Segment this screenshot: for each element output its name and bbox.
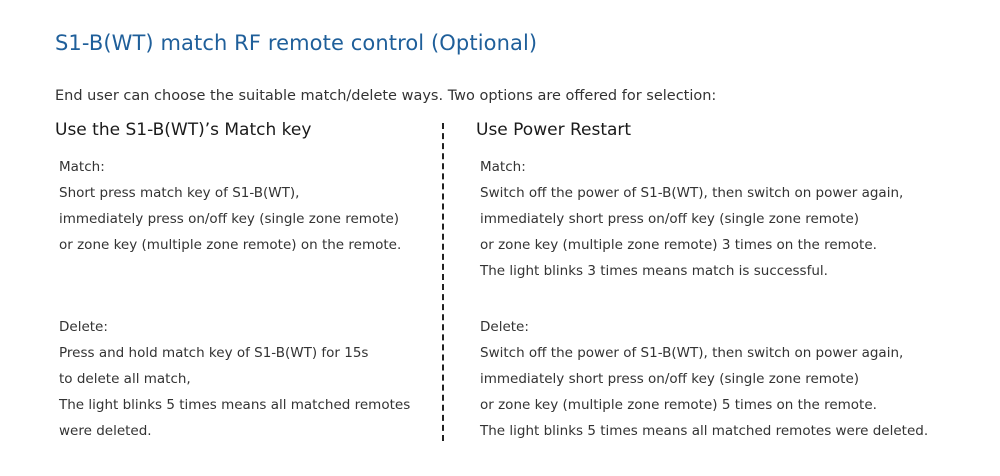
right-match-line: immediately short press on/off key (single zone remote) [480,211,860,227]
page-title: S1-B(WT) match RF remote control (Optional) [55,31,538,55]
left-delete-line: Press and hold match key of S1-B(WT) for 15s [59,345,369,361]
left-match-label: Match: [59,159,105,175]
left-match-block [59,154,401,258]
right-delete-block [480,314,928,444]
left-delete-line: to delete all match, [59,371,191,387]
right-delete-line: immediately short press on/off key (single zone remote) [480,371,860,387]
right-column [476,118,946,439]
left-delete-block [59,314,410,444]
left-delete-line: were deleted. [59,423,152,439]
right-delete-line: or zone key (multiple zone remote) 5 times on the remote. [480,397,877,413]
column-divider [442,123,444,441]
right-delete-line: The light blinks 5 times means all matched remotes were deleted. [480,423,929,439]
left-delete-label: Delete: [59,319,108,335]
right-delete-line: Switch off the power of S1-B(WT), then switch on power again, [480,345,904,361]
left-match-line: immediately press on/off key (single zone remote) [59,211,400,227]
right-match-label: Match: [480,159,526,175]
left-column [55,118,435,439]
right-match-block [480,154,903,284]
right-column-heading: Use Power Restart [476,120,632,140]
right-match-line: Switch off the power of S1-B(WT), then switch on power again, [480,185,904,201]
left-column-heading: Use the S1-B(WT)’s Match key [55,120,312,140]
left-match-line: Short press match key of S1-B(WT), [59,185,300,201]
left-match-line: or zone key (multiple zone remote) on the remote. [59,237,402,253]
intro-text: End user can choose the suitable match/delete ways. Two options are offered for selection: [55,88,717,104]
right-match-line: or zone key (multiple zone remote) 3 times on the remote. [480,237,877,253]
right-delete-label: Delete: [480,319,529,335]
left-delete-line: The light blinks 5 times means all matched remotes [59,397,411,413]
right-match-line: The light blinks 3 times means match is successful. [480,263,828,279]
